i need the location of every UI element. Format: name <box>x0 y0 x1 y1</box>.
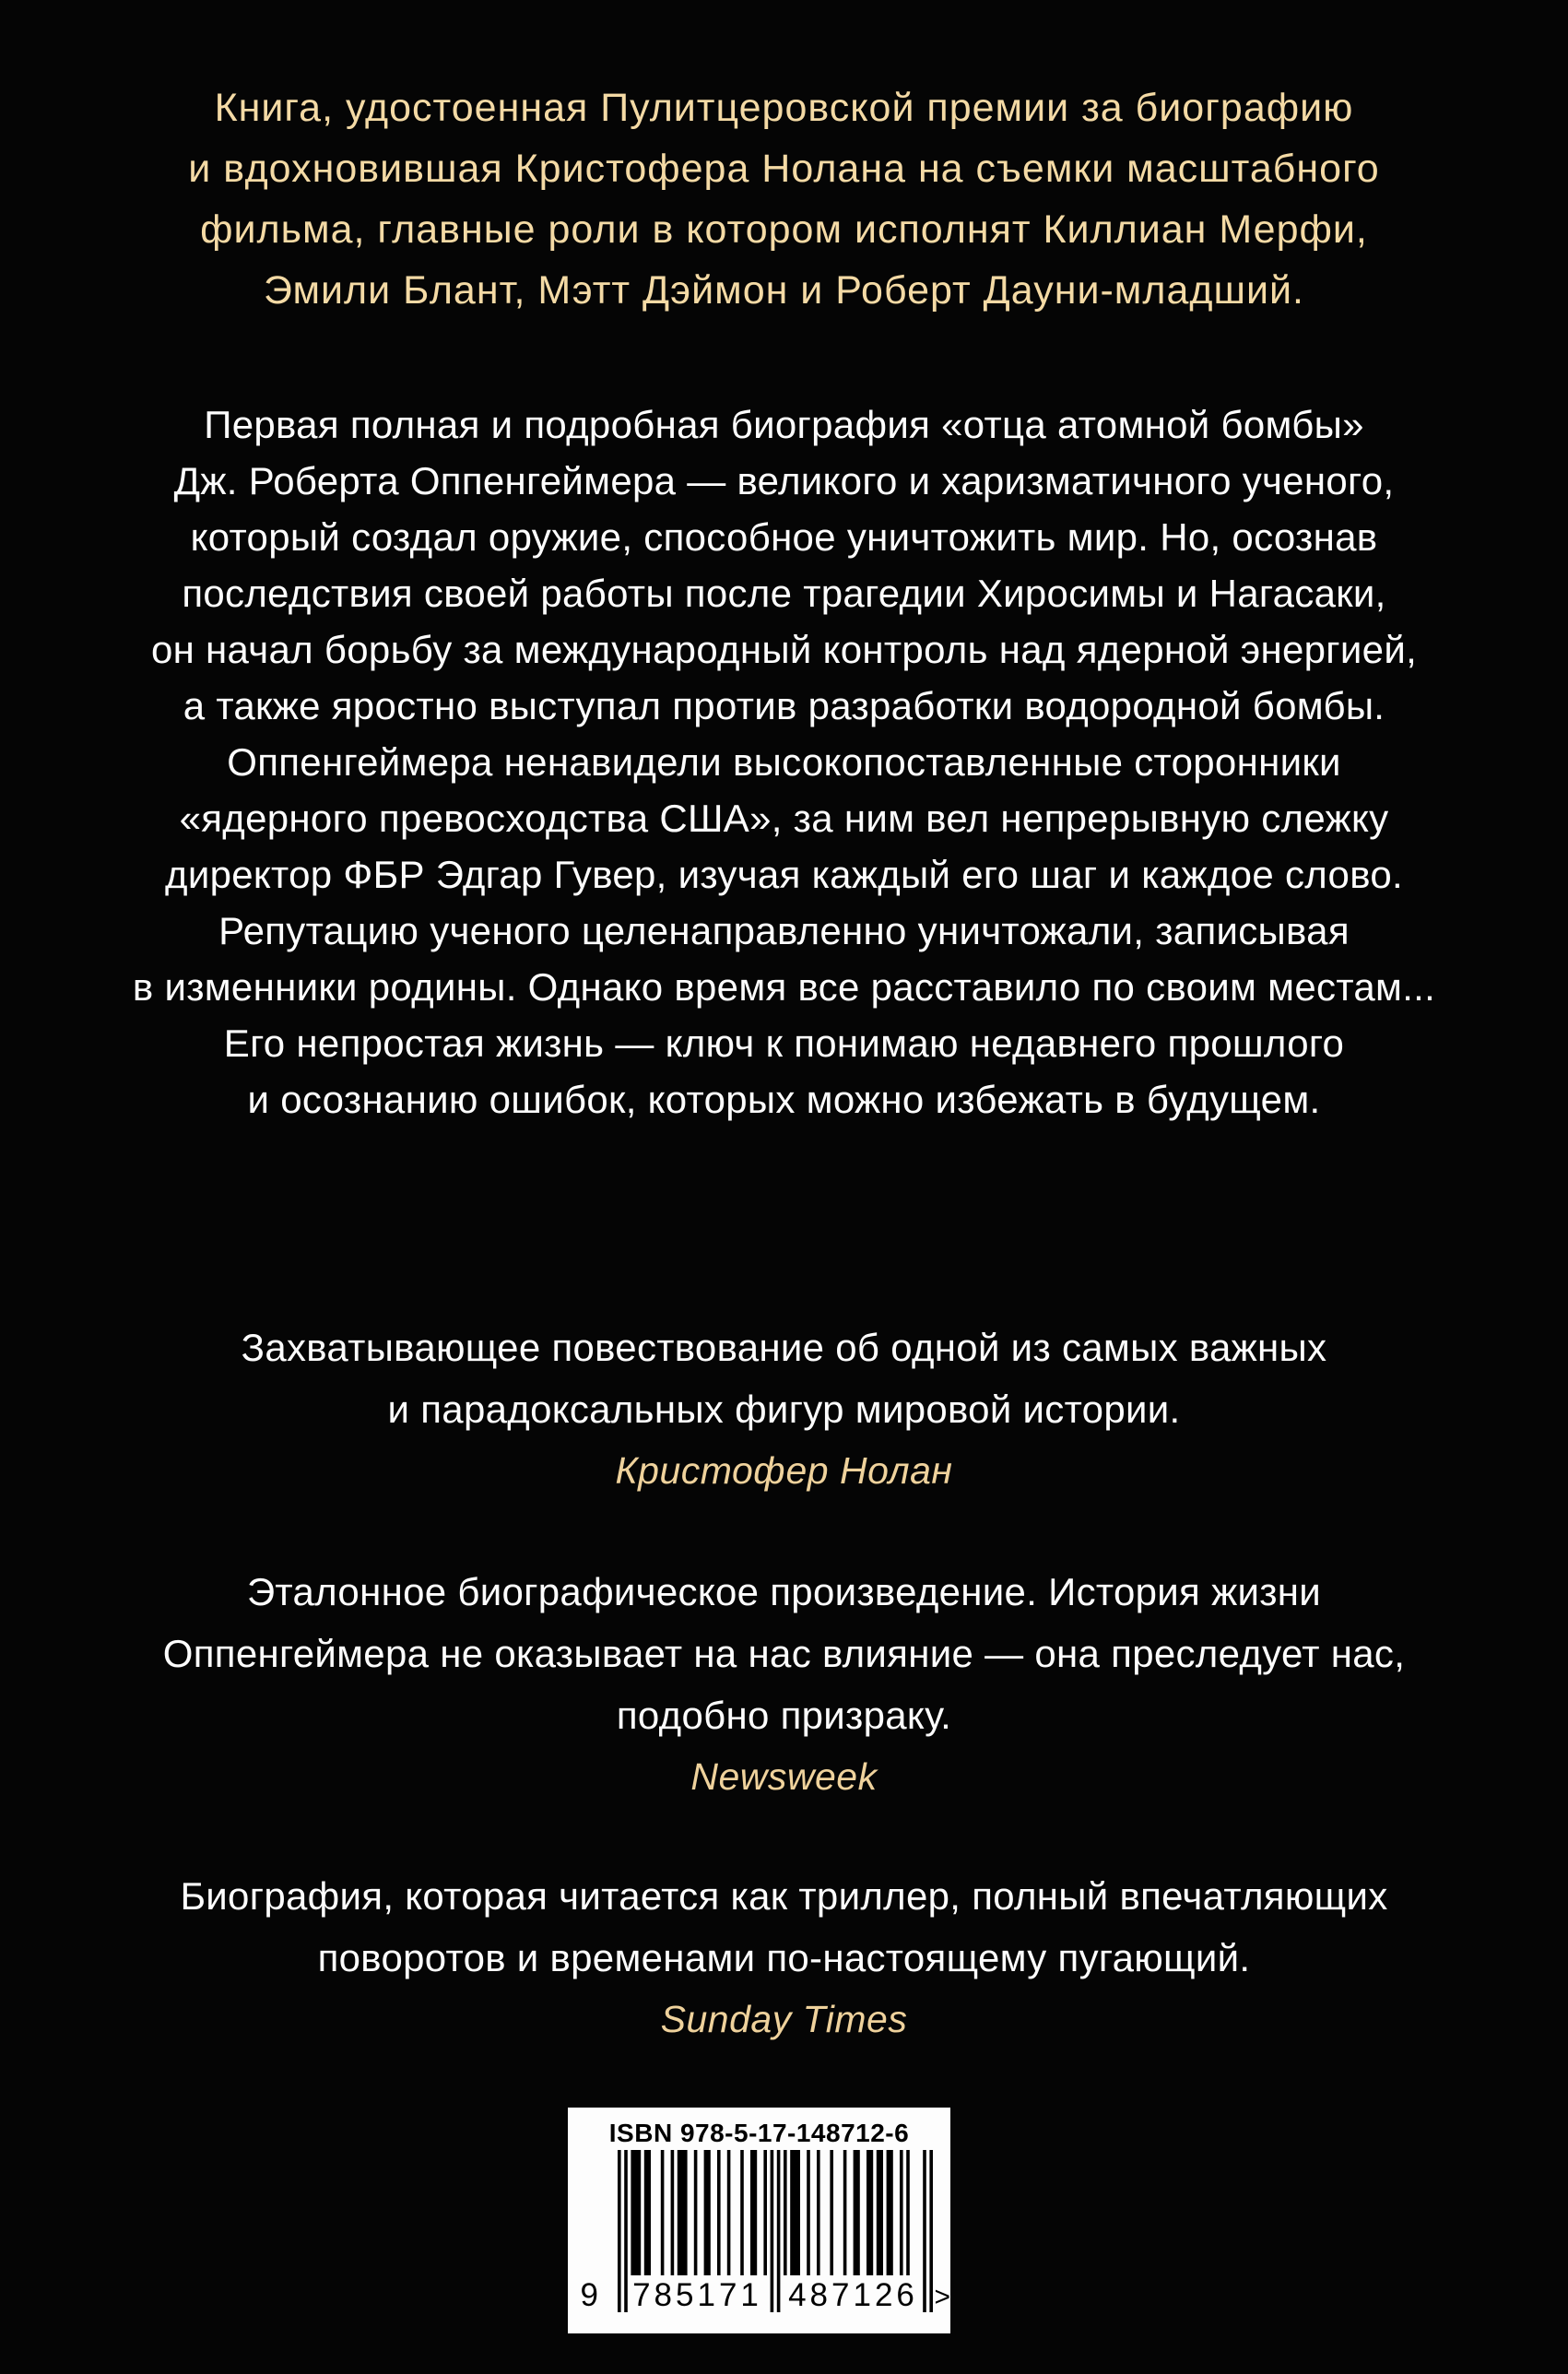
announcement-line: и вдохновившая Кристофера Нолана на съемки масштабного <box>188 147 1380 191</box>
synopsis-line: Оппенгеймера ненавидели высокопоставленные сторонники <box>227 740 1341 784</box>
quote-attribution: Sunday Times <box>660 1998 908 2040</box>
quote-lines <box>0 1317 1568 1440</box>
quote-line: поворотов и временами по-настоящему пугающий. <box>317 1936 1251 1979</box>
synopsis-line: Его непростая жизнь — ключ к понимаю недавнего прошлого <box>223 1022 1345 1065</box>
press-quote-nolan <box>0 1317 1568 1502</box>
announcement-line: фильма, главные роли в котором исполнят Киллиан Мерфи, <box>200 207 1368 252</box>
synopsis-line: он начал борьбу за международный контроль над ядерной энергией, <box>150 628 1418 671</box>
synopsis-line: Репутацию ученого целенаправленно уничтожали, записывая <box>218 909 1350 952</box>
announcement-line: Эмили Блант, Мэтт Дэймон и Роберт Дауни-младший. <box>264 268 1304 313</box>
synopsis-line: Первая полная и подробная биография «отца атомной бомбы» <box>204 403 1364 446</box>
barcode-first-digit: 9 <box>580 2277 598 2313</box>
barcode-wrap <box>579 2150 951 2318</box>
synopsis-line: «ядерного превосходства США», за ним вел непрерывную слежку <box>179 797 1389 840</box>
synopsis-line: и осознанию ошибок, которых можно избежать в будущем. <box>247 1078 1321 1121</box>
film-announcement <box>0 0 1568 321</box>
quote-attribution: Кристофер Нолан <box>615 1449 953 1492</box>
synopsis-line: а также яростно выступал против разработки водородной бомбы. <box>183 684 1385 727</box>
press-quote-sunday-times <box>0 1865 1568 2050</box>
synopsis-line: директор ФБР Эдгар Гувер, изучая каждый его шаг и каждое слово. <box>165 853 1403 896</box>
barcode-panel <box>568 2108 950 2333</box>
barcode-left-digits: 785171 <box>632 2277 762 2313</box>
quote-line: Захватывающее повествование об одной из самых важных <box>241 1326 1327 1369</box>
synopsis-line: в изменники родины. Однако время все расставило по своим местам... <box>132 965 1436 1009</box>
press-quote-newsweek <box>0 1561 1568 1808</box>
quote-line: Оппенгеймера не оказывает на нас влияние — она преследует нас, <box>162 1632 1406 1675</box>
isbn-label: ISBN 978-5-17-148712-6 <box>608 2119 910 2147</box>
synopsis <box>0 396 1568 1128</box>
announcement-line: Книга, удостоенная Пулитцеровской премии за биографию <box>214 86 1354 130</box>
quote-line: Эталонное биографическое произведение. История жизни <box>246 1570 1322 1613</box>
quote-line: Биография, которая читается как триллер, полный впечатляющих <box>180 1874 1388 1918</box>
synopsis-line: Дж. Роберта Оппенгеймера — великого и харизматичного ученого, <box>173 459 1395 502</box>
quote-lines <box>0 1561 1568 1746</box>
quote-line: подобно призраку. <box>616 1694 952 1737</box>
quote-attribution: Newsweek <box>690 1755 878 1798</box>
quote-lines <box>0 1865 1568 1989</box>
quote-line: и парадоксальных фигур мировой истории. <box>387 1388 1181 1431</box>
synopsis-line: последствия своей работы после трагедии Хиросимы и Нагасаки, <box>182 572 1386 615</box>
barcode-right-digits: 487126 <box>788 2277 918 2313</box>
synopsis-line: который создал оружие, способное уничтожить мир. Но, осознав <box>190 515 1378 559</box>
barcode-end-char: > <box>934 2282 951 2312</box>
